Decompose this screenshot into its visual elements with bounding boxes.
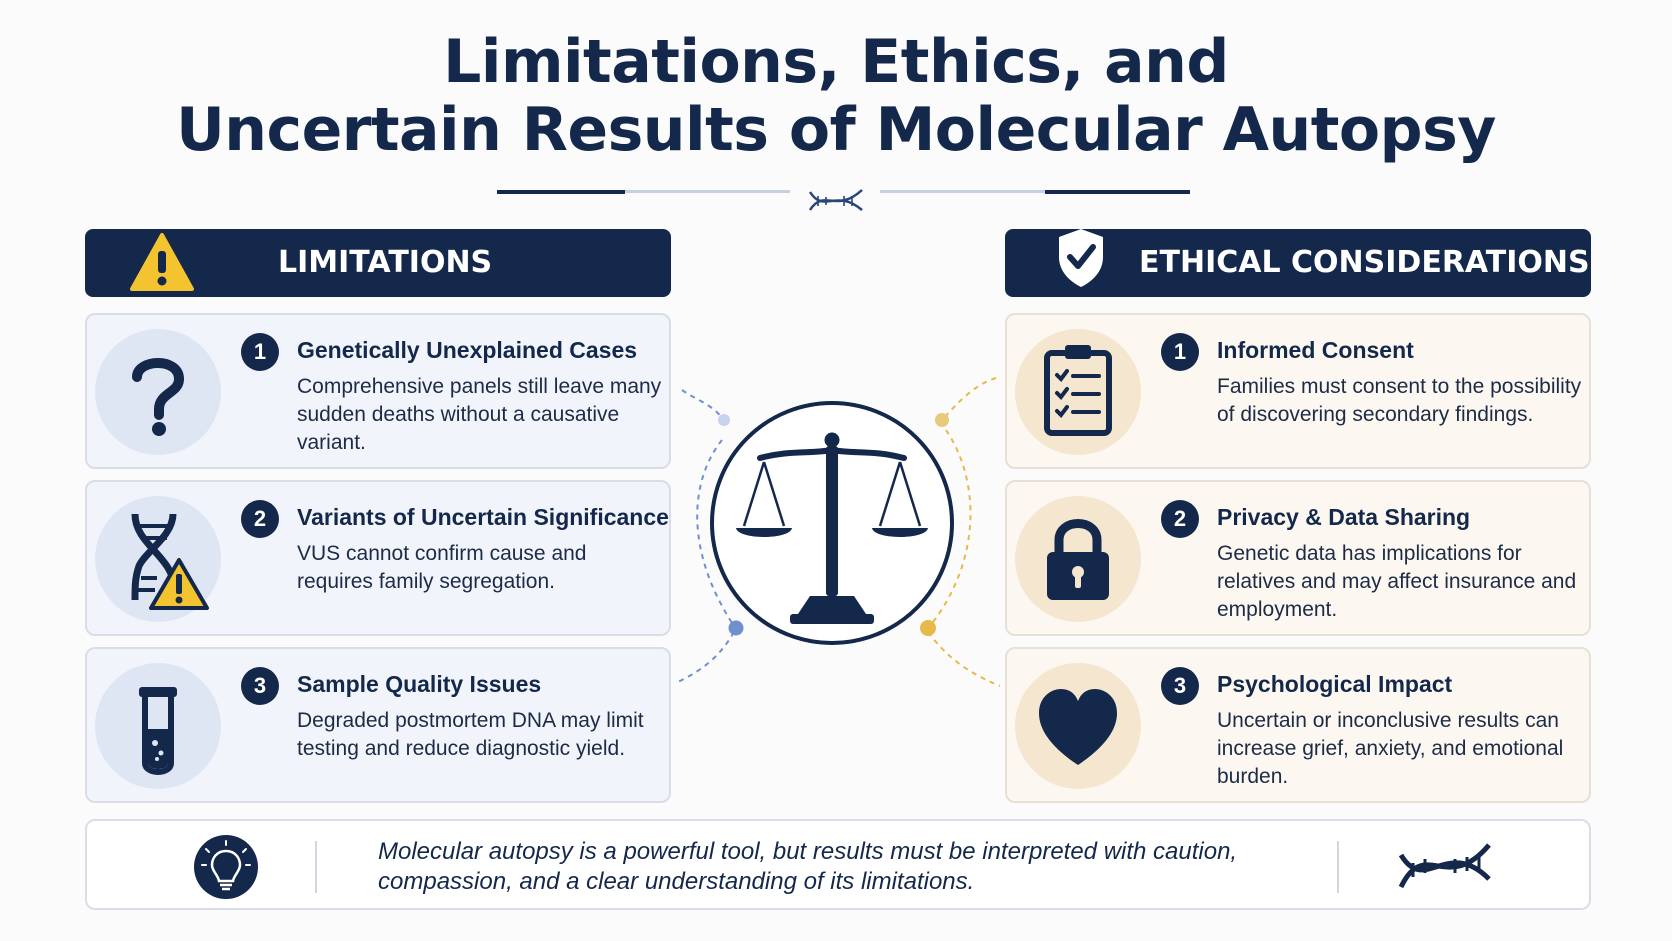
- test-tube-icon: [95, 663, 221, 789]
- ethics-text: Uncertain or inconclusive results can increase grief, anxiety, and emotional burden.: [1217, 709, 1564, 788]
- item-number-badge: 3: [1161, 667, 1199, 705]
- ethics-title: Informed Consent: [1217, 337, 1414, 363]
- limitation-card-1: [85, 313, 671, 469]
- limitation-title: Sample Quality Issues: [297, 671, 542, 697]
- item-number-badge: 1: [1161, 333, 1199, 371]
- ethics-card-1: [1005, 313, 1591, 469]
- connector-dot: [718, 414, 730, 426]
- ethics-text: Families must consent to the possibility of discovering secondary findings.: [1217, 375, 1582, 426]
- ethics-title: Privacy & Data Sharing: [1217, 504, 1471, 530]
- title-divider-left-light: [625, 190, 790, 193]
- lightbulb-icon: [194, 835, 258, 899]
- footer-separator: [315, 841, 317, 893]
- limitations-header: [85, 229, 671, 297]
- limitation-title: Genetically Unexplained Cases: [297, 337, 638, 363]
- connector-dot: [920, 620, 936, 636]
- ethics-title: Psychological Impact: [1217, 671, 1453, 697]
- limitations-header-label: LIMITATIONS: [278, 245, 493, 280]
- dna-icon: [806, 184, 866, 218]
- heart-icon: [1015, 663, 1141, 789]
- footer-note: [85, 819, 1591, 910]
- item-number-badge: 3: [241, 667, 279, 705]
- page-title: [0, 28, 1672, 164]
- item-number-badge: 1: [241, 333, 279, 371]
- question-mark-icon: [95, 329, 221, 455]
- limitation-card-3: [85, 647, 671, 803]
- dna-icon: [1395, 833, 1495, 899]
- limitation-text: Comprehensive panels still leave many sudden deaths without a causative variant.: [297, 375, 662, 454]
- limitation-text: Degraded postmortem DNA may limit testing and reduce diagnostic yield.: [297, 709, 644, 760]
- clipboard-checklist-icon: [1015, 329, 1141, 455]
- padlock-icon: [1015, 496, 1141, 622]
- item-number-badge: 2: [1161, 500, 1199, 538]
- limitation-text: VUS cannot confirm cause and requires family segregation.: [297, 542, 587, 593]
- footer-separator: [1337, 841, 1339, 893]
- item-number-badge: 2: [241, 500, 279, 538]
- shield-check-icon: [1055, 225, 1107, 289]
- title-line-1: Limitations, Ethics, and: [443, 27, 1229, 97]
- limitation-card-2: [85, 480, 671, 636]
- connector-dot: [729, 621, 744, 636]
- title-line-2: Uncertain Results of Molecular Autopsy: [176, 95, 1496, 165]
- connector-dot: [935, 413, 949, 427]
- title-divider-right-light: [880, 190, 1045, 193]
- ethics-card-3: [1005, 647, 1591, 803]
- ethics-header-label: ETHICAL CONSIDERATIONS: [1139, 245, 1590, 280]
- ethics-header: [1005, 229, 1591, 297]
- center-scales-graphic: [660, 360, 1012, 700]
- warning-icon: [129, 231, 195, 293]
- ethics-card-2: [1005, 480, 1591, 636]
- title-divider-right-dark: [1045, 190, 1190, 194]
- ethics-text: Genetic data has implications for relatives and may affect insurance and employment.: [1217, 542, 1577, 621]
- footer-quote: Molecular autopsy is a powerful tool, but results must be interpreted with caution, compassion, and a clear understanding of its limitations.: [378, 838, 1238, 895]
- limitation-title: Variants of Uncertain Significance: [297, 504, 669, 530]
- title-divider-left-dark: [497, 190, 625, 194]
- dna-warning-icon: [95, 496, 221, 622]
